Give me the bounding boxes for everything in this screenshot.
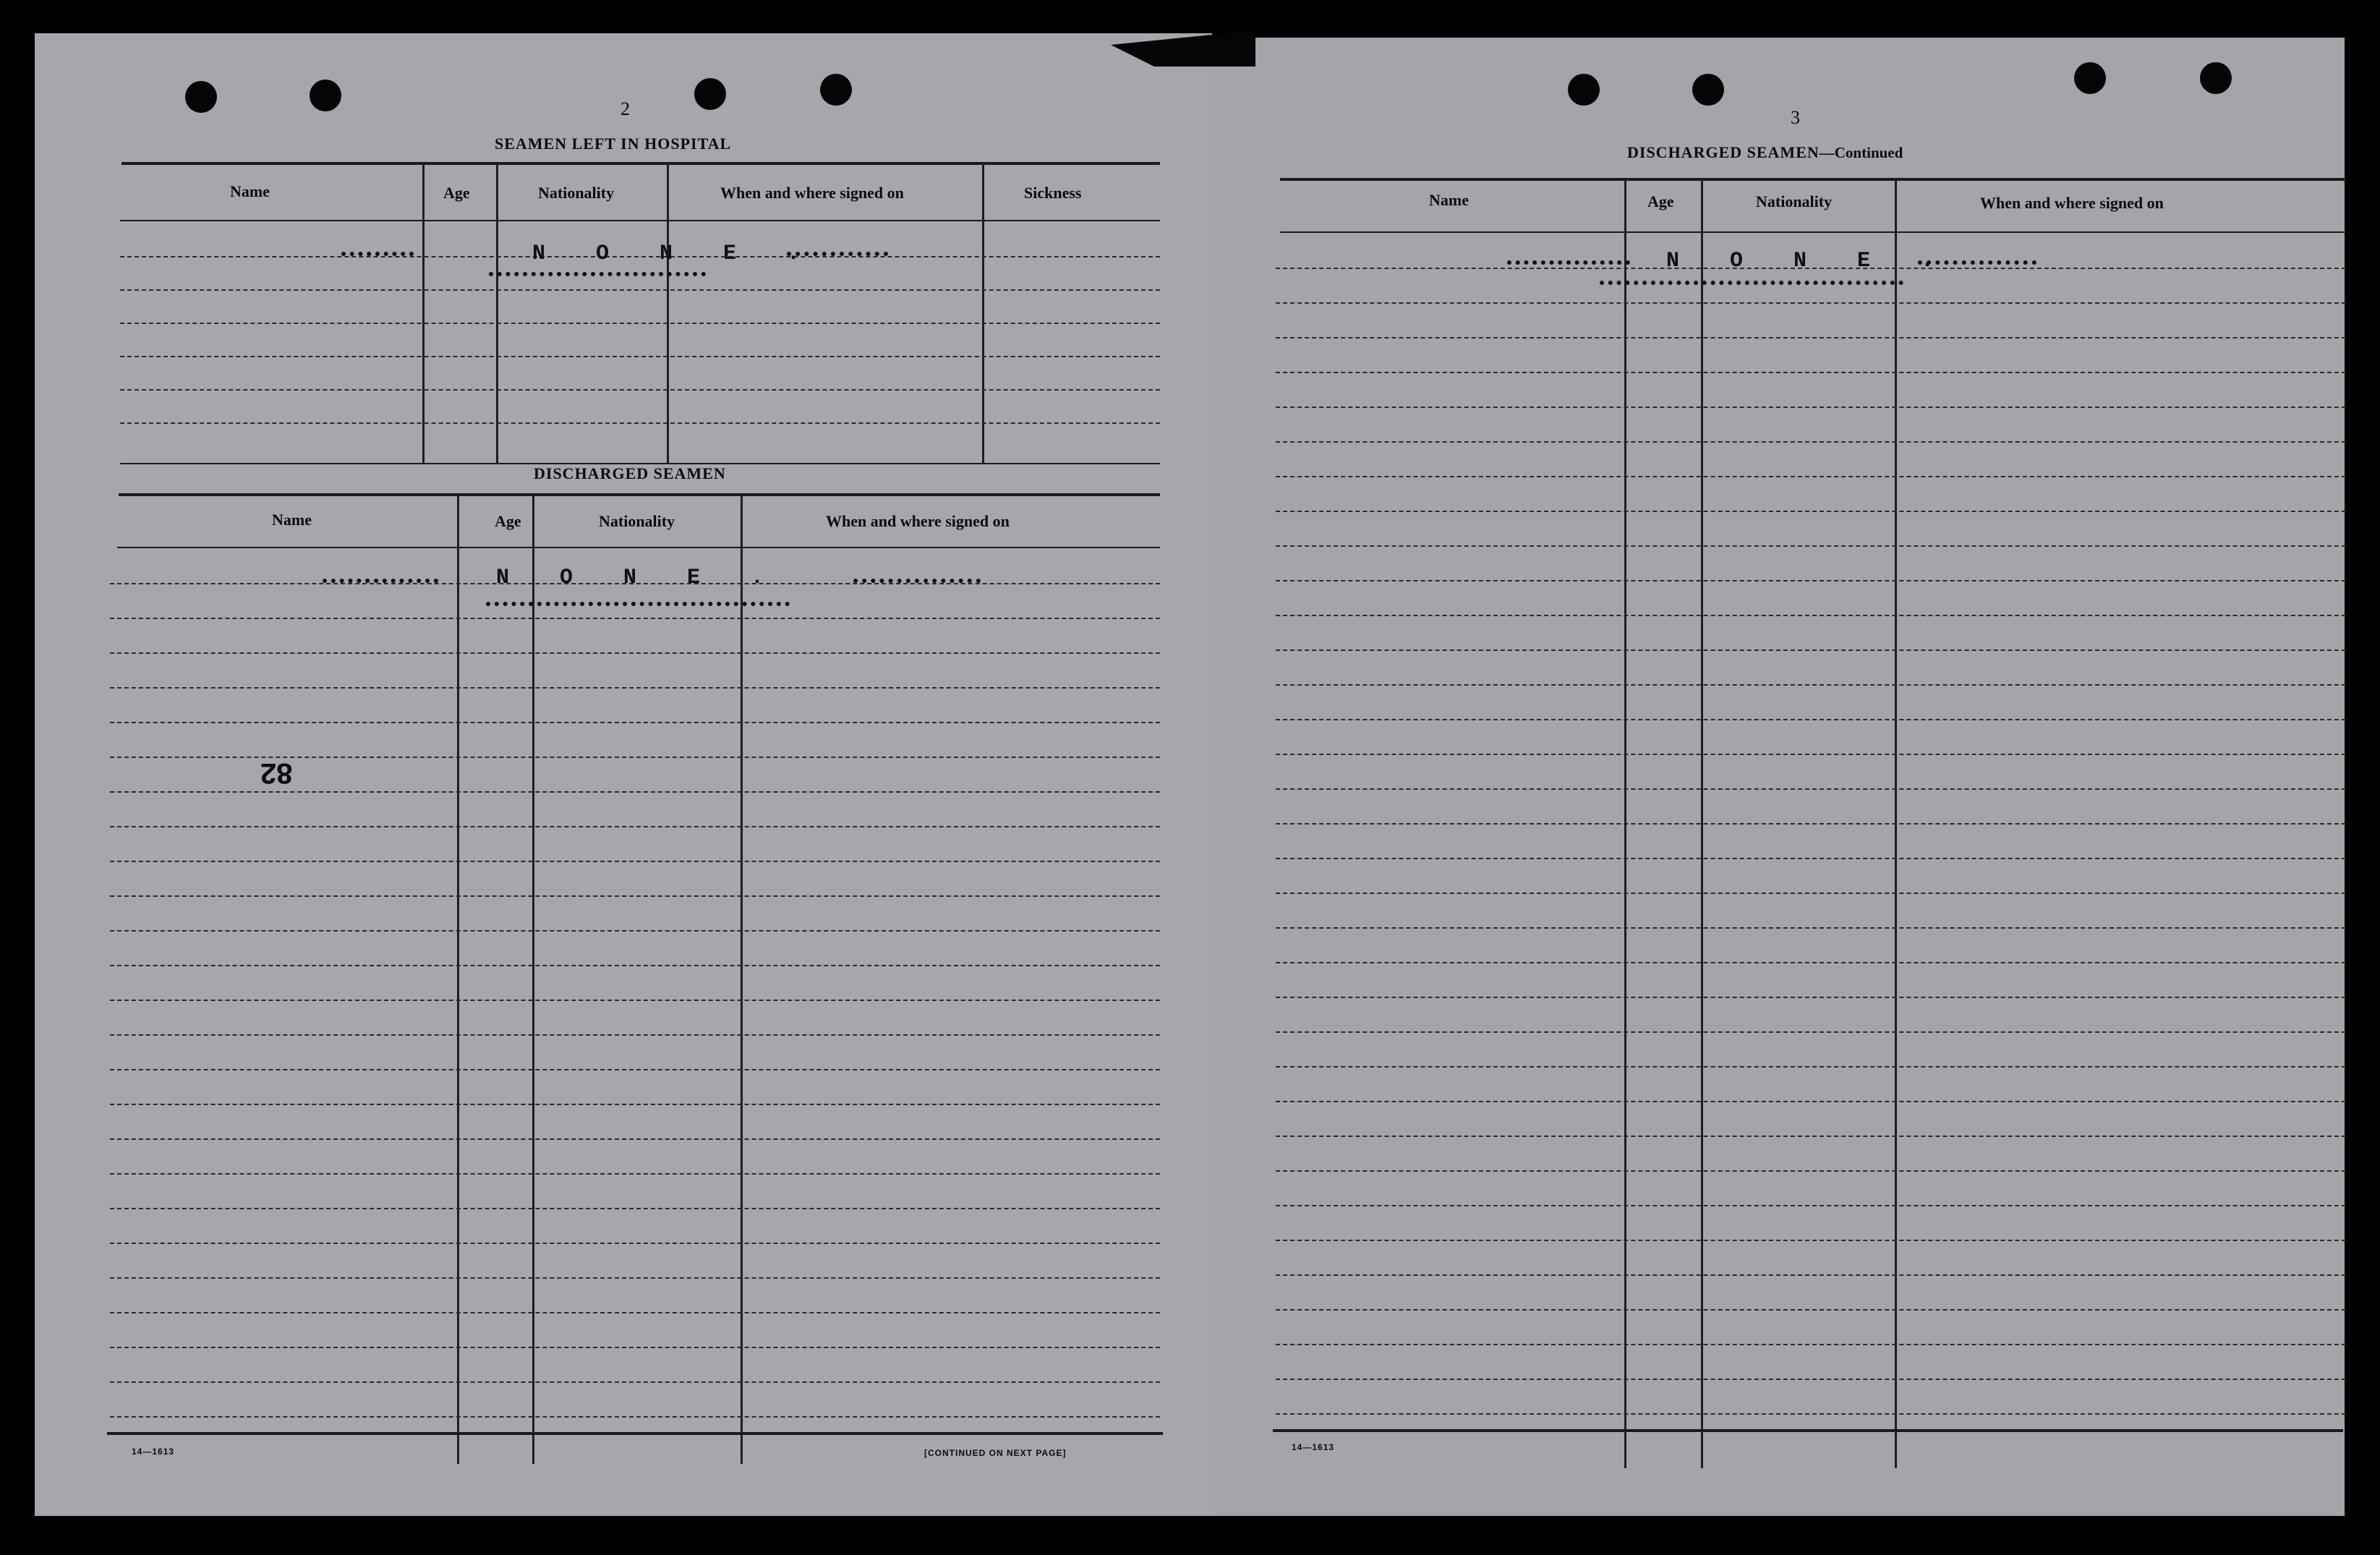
ruled-line: [110, 1138, 1160, 1140]
col-age: Age: [1647, 192, 1674, 210]
ruled-line: [1276, 476, 2346, 477]
table-rule: [119, 493, 1160, 496]
col-age: Age: [495, 512, 521, 530]
ruled-line: [1276, 1344, 2346, 1345]
punch-hole: [1692, 74, 1724, 106]
col-nationality: Nationality: [599, 512, 675, 530]
ruled-line: [110, 1312, 1160, 1313]
stamp-mark: 82: [260, 757, 293, 789]
form-number: 14—1613: [132, 1447, 175, 1457]
discharged-continued-title: DISCHARGED SEAMEN—Continued: [1627, 143, 1903, 161]
punch-hole: [694, 78, 726, 110]
ruled-line: [110, 791, 1160, 793]
col-sickness: Sickness: [1024, 184, 1082, 202]
col-name: Name: [230, 182, 270, 200]
ruled-line: [110, 1104, 1160, 1105]
punch-hole: [185, 81, 217, 113]
ruled-line: [1276, 1240, 2346, 1241]
ruled-line: [110, 652, 1160, 654]
ruled-line: [110, 1069, 1160, 1070]
header-rule: [117, 547, 1160, 548]
ruled-line: [1276, 1066, 2346, 1068]
ruled-line: [110, 826, 1160, 827]
ruled-line: [110, 965, 1160, 966]
ruled-line: [1276, 1136, 2346, 1137]
ruled-line: [1276, 858, 2346, 859]
ruled-line: [110, 1381, 1160, 1383]
punch-hole: [310, 80, 341, 111]
ruled-line: [110, 1347, 1160, 1348]
ruled-line: [110, 1208, 1160, 1209]
ruled-line: [1276, 1031, 2346, 1033]
ruled-line: [1276, 892, 2346, 894]
ruled-line: [110, 895, 1160, 897]
ruled-line: [1276, 1413, 2346, 1415]
page-number: 3: [1791, 107, 1800, 128]
ruled-line: [1276, 788, 2346, 790]
header-rule: [1280, 231, 2346, 233]
ruled-line: [1276, 997, 2346, 998]
ruled-line: [110, 1277, 1160, 1279]
table-rule: [121, 162, 1160, 165]
ruled-line: [1276, 268, 2346, 269]
col-age: Age: [443, 184, 470, 202]
continued-entry: N O N E .: [1666, 249, 1953, 273]
ruled-line: [1276, 580, 2346, 581]
ruled-line: [1276, 302, 2346, 304]
col-nationality: Nationality: [1756, 192, 1833, 210]
col-nationality: Nationality: [538, 184, 615, 202]
ruled-line: [110, 1034, 1160, 1036]
page-number: 2: [620, 98, 630, 119]
table-rule: [1280, 178, 2346, 181]
discharged-section-title: DISCHARGED SEAMEN: [534, 464, 726, 482]
ruled-line: [1276, 337, 2346, 338]
ruled-line: [1276, 649, 2346, 651]
ruled-line: [1276, 406, 2346, 408]
ruled-line: [110, 757, 1160, 758]
ruled-line: [110, 618, 1160, 619]
ruled-line: [1276, 372, 2346, 373]
ruled-line: [1276, 545, 2346, 547]
ruled-line: [1276, 719, 2346, 720]
form-number: 14—1613: [1292, 1442, 1335, 1452]
ruled-line: [1276, 1101, 2346, 1102]
punch-hole: [1568, 74, 1600, 106]
ruled-line: [1276, 684, 2346, 686]
ruled-line: [1276, 1309, 2346, 1311]
col-signed-on: When and where signed on: [1980, 194, 2164, 212]
header-rule: [120, 220, 1160, 221]
ruled-line: [110, 1243, 1160, 1244]
ruled-line: [110, 1000, 1160, 1001]
hospital-section-title: SEAMEN LEFT IN HOSPITAL: [495, 135, 732, 153]
col-name: Name: [1429, 191, 1469, 209]
discharged-entry: N O N E .: [496, 566, 783, 590]
ruled-line: [1276, 823, 2346, 825]
ruled-line: [1276, 441, 2346, 443]
ruled-line: [1276, 1274, 2346, 1276]
ruled-line: [1276, 1379, 2346, 1380]
ruled-line: [1276, 754, 2346, 755]
right-page: [1212, 38, 2345, 1516]
hospital-entry: N O N E .: [532, 242, 819, 266]
ruled-line: [110, 1173, 1160, 1175]
punch-hole: [820, 74, 852, 106]
col-name: Name: [272, 511, 312, 529]
ruled-line: [110, 1416, 1160, 1418]
ruled-line: [110, 930, 1160, 932]
punch-hole: [2200, 62, 2232, 94]
ruled-line: [1276, 927, 2346, 929]
ruled-line: [1276, 615, 2346, 616]
ruled-line: [110, 687, 1160, 689]
col-signed-on: When and where signed on: [826, 512, 1010, 530]
col-signed-on: When and where signed on: [720, 184, 904, 202]
ruled-line: [110, 722, 1160, 723]
punch-hole: [2074, 62, 2106, 94]
ruled-line: [1276, 1205, 2346, 1206]
ruled-line: [110, 583, 1160, 584]
ruled-line: [110, 861, 1160, 862]
ruled-line: [1276, 962, 2346, 963]
continued-note: [CONTINUED ON NEXT PAGE]: [924, 1448, 1067, 1458]
ruled-line: [1276, 1170, 2346, 1172]
ruled-line: [1276, 511, 2346, 512]
left-page: [35, 33, 1212, 1516]
